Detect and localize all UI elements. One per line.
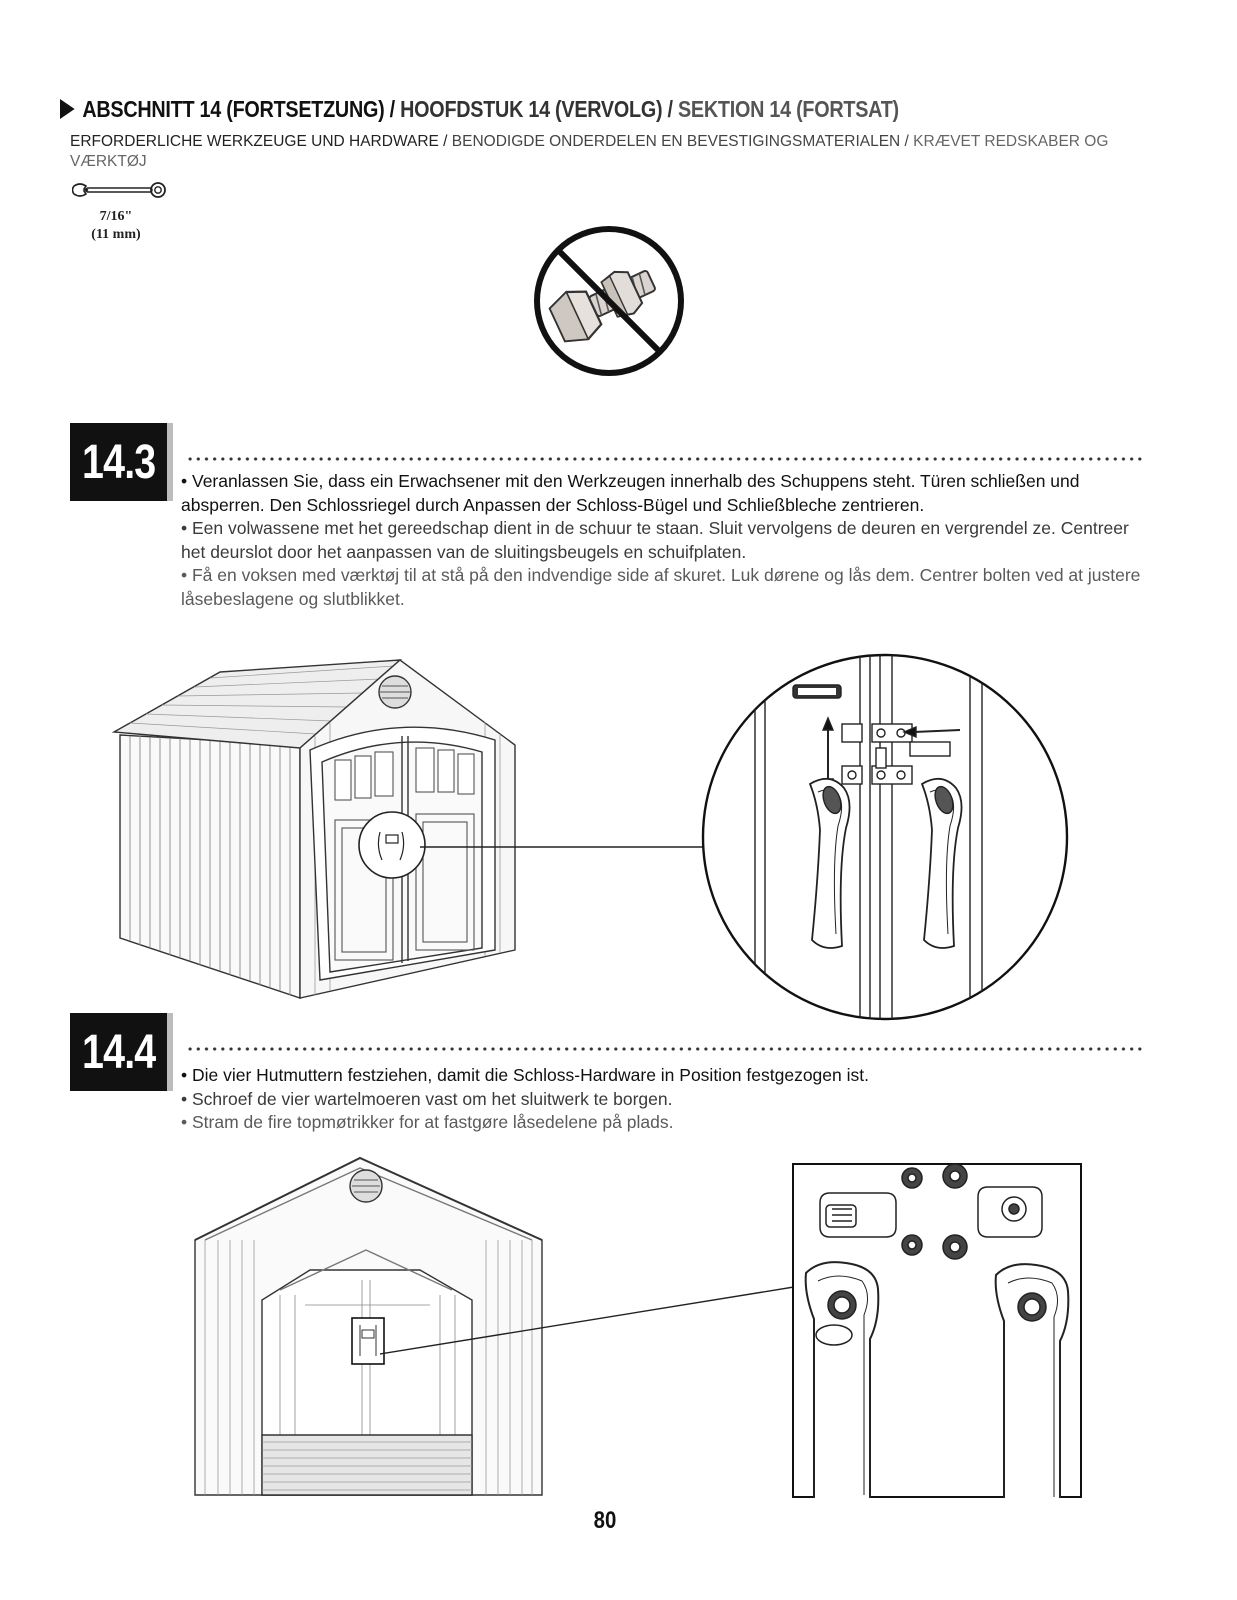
- wrench-size-inch: 7/16": [99, 209, 133, 224]
- instruction-dk: • Få en voksen med værktøj til at stå på den indvendige side af skuret. Luk dørene og lås dem. Centrer bolten ved at justere låsebeslagene og slutblikket.: [181, 565, 1141, 609]
- wrench-size-label: [78, 208, 154, 244]
- wrench-icon: [72, 182, 168, 198]
- cap-nut-detail-illustration: [792, 1163, 1082, 1498]
- step-number-14-3: [70, 423, 173, 501]
- instruction-dk: • Stram de fire topmøtrikker for at fastgøre låsedelene på plads.: [181, 1112, 674, 1132]
- dotted-divider: [186, 1046, 1146, 1052]
- heading-de: ABSCHNITT 14 (FORTSETZUNG) /: [82, 96, 395, 122]
- lock-detail-illustration: [700, 652, 1070, 1022]
- callout-connector-line: [420, 843, 705, 851]
- step-14-3-instructions: [181, 470, 1141, 611]
- tools-nl: BENODIGDE ONDERDELEN EN BEVESTIGINGSMATERIALEN /: [451, 133, 909, 150]
- tools-dk: KRÆVET REDSKABER OG VÆRKTØJ: [70, 133, 1109, 170]
- dotted-divider: [186, 456, 1146, 462]
- step-number-text: 14.3: [81, 435, 156, 489]
- tools-heading: [70, 132, 1170, 172]
- shed-illustration-front: [110, 650, 530, 1010]
- tools-de: ERFORDERLICHE WERKZEUGE UND HARDWARE /: [70, 133, 448, 150]
- callout-connector-line: [380, 1280, 800, 1360]
- no-hardware-icon: [531, 223, 687, 379]
- step-14-4-instructions: [181, 1064, 1141, 1135]
- heading-dk: SEKTION 14 (FORTSAT): [677, 96, 899, 122]
- play-triangle-icon: [60, 99, 75, 119]
- step-number-14-4: [70, 1013, 173, 1091]
- heading-nl: HOOFDSTUK 14 (VERVOLG) /: [400, 96, 673, 122]
- step-number-text: 14.4: [81, 1025, 156, 1079]
- wrench-size-mm: (11 mm): [91, 227, 141, 242]
- page-number: 80: [593, 1507, 617, 1534]
- instruction-nl: • Een volwassene met het gereedschap dient in de schuur te staan. Sluit vervolgens de deuren en vergrendel ze. Centreer het deurslot door het aanpassen van de sluitingsbeugels en schuifplaten.: [181, 518, 1129, 562]
- section-heading: [60, 96, 1023, 123]
- instruction-de: • Die vier Hutmuttern festziehen, damit die Schloss-Hardware in Position festgezogen ist.: [181, 1065, 869, 1085]
- instruction-nl: • Schroef de vier wartelmoeren vast om het sluitwerk te borgen.: [181, 1088, 673, 1109]
- instruction-de: • Veranlassen Sie, dass ein Erwachsener mit den Werkzeugen innerhalb des Schuppens steht. Türen schließen und absperren. Den Schlossriegel durch Anpassen der Schloss-Bügel und Schließbleche zentrieren.: [181, 471, 1080, 515]
